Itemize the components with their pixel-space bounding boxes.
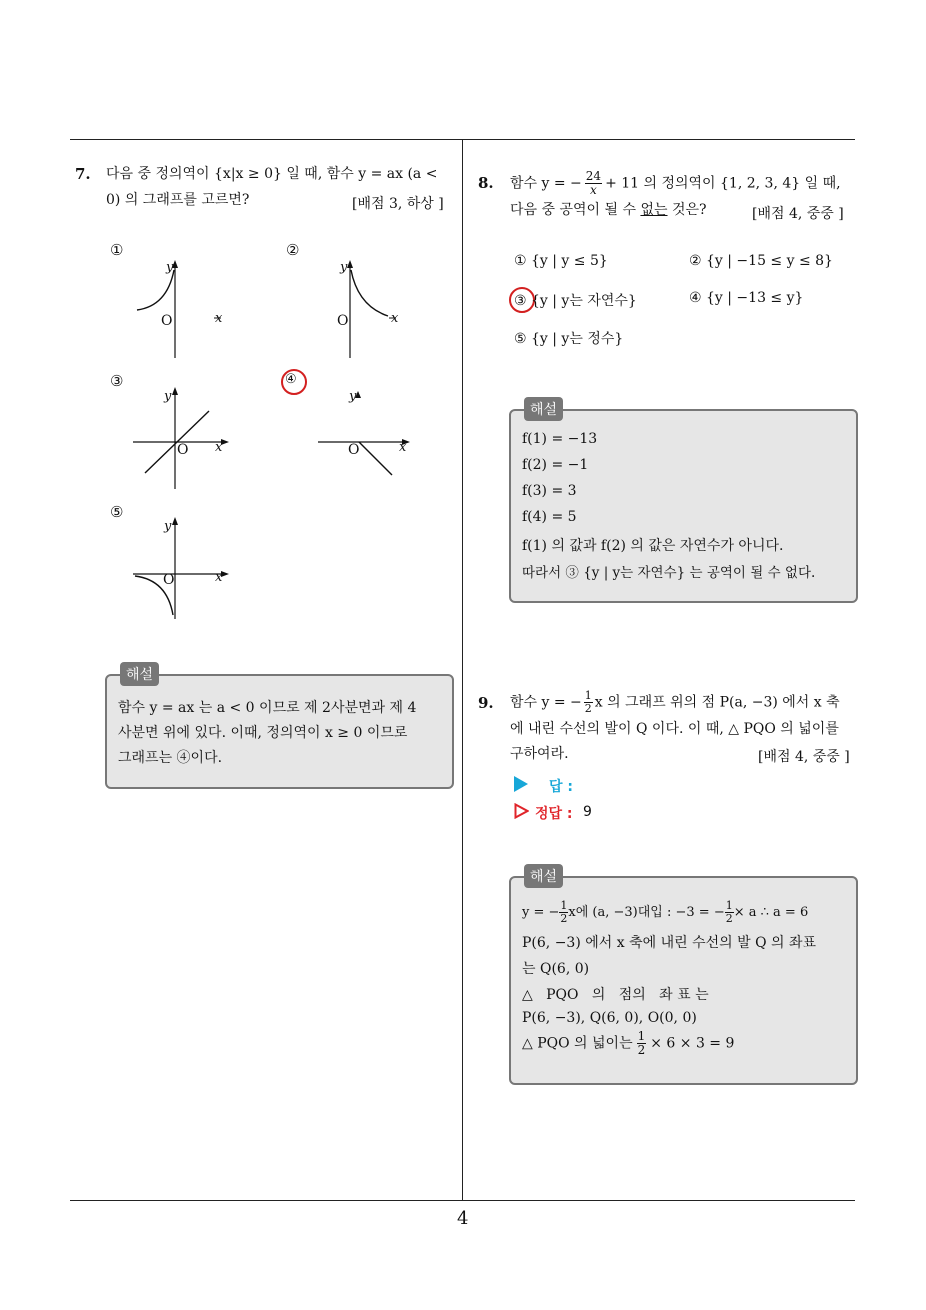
q7-graph-5-x-label: x: [215, 570, 223, 585]
q8-solution-line-5: f(1) 의 값과 f(2) 의 값은 자연수가 아니다.: [522, 538, 784, 554]
q8-solution-line-6: 따라서 ③ {y | y는 자연수} 는 공역이 될 수 없다.: [522, 565, 816, 581]
q7-option-1-label: ①: [110, 241, 124, 259]
q7-solution-tag: 해설: [120, 662, 159, 686]
q7-graph-3-x-label: x: [215, 440, 223, 455]
q9-answer-label: 답 :: [549, 779, 573, 795]
q9-sol1-fraction-a-den: 2: [560, 912, 568, 925]
q7-graph-1-y-label: y: [166, 260, 174, 275]
q8-line2-start: 다음 중 공역이 될 수: [510, 202, 641, 218]
q7-solution-line-3: 그래프는 ④이다.: [118, 750, 223, 766]
column-divider: [462, 139, 463, 1201]
q9-line1-start: 함수 y = −: [510, 694, 582, 711]
q8-line2-end: 것은?: [667, 202, 707, 218]
q7-solution-line-2: 사분면 위에 있다. 이때, 정의역이 x ≥ 0 이므로: [118, 725, 408, 741]
q9-sol6-end: × 6 × 3 = 9: [650, 1035, 735, 1052]
q9-fraction-den: 2: [584, 702, 592, 715]
q9-correct-label: 정답 :: [535, 806, 573, 822]
q7-graph-3-origin: O: [177, 442, 189, 458]
q7-graph-5-origin: O: [163, 572, 175, 588]
q7-line1: 다음 중 정의역이 {x|x ≥ 0} 일 때, 함수 y = ax (a <: [106, 166, 438, 182]
q8-line1-start: 함수 y = −: [510, 175, 582, 192]
page-number: 4: [457, 1208, 469, 1229]
q9-line1-end: x 의 그래프 위의 점 P(a, −3) 에서 x 축: [594, 694, 840, 711]
q7-option-2-label: ②: [286, 241, 300, 259]
q9-sol1-fraction-b-num: 1: [725, 899, 733, 912]
q7-graph-2-y-label: y: [340, 260, 348, 275]
q9-sol6-fraction-num: 1: [637, 1029, 646, 1043]
q8-fraction-num: 24: [585, 169, 602, 183]
q9-solution-tag: 해설: [524, 864, 563, 888]
q9-sol1-end: × a ∴ a = 6: [733, 905, 809, 920]
q9-sol1-middle: x에 (a, −3)대입 : −3 = −: [568, 905, 725, 920]
q7-graph-2-origin: O: [337, 313, 349, 329]
q7-meta: [배점 3, 하상 ]: [352, 196, 444, 212]
q9-solution-line-3: 는 Q(6, 0): [522, 961, 590, 977]
q8-option-4: ④ {y | −13 ≤ y}: [689, 290, 804, 306]
q9-meta: [배점 4, 중중 ]: [758, 749, 850, 765]
q9-sol6-start: △ PQO 의 넓이는: [522, 1035, 633, 1052]
q7-graph-5-y-label: y: [164, 519, 172, 534]
q7-graph-2-x-label: x: [391, 311, 399, 326]
q8-solution-line-4: f(4) = 5: [522, 509, 577, 525]
q9-sol1-start: y = −: [522, 905, 560, 920]
q9-sol6-fraction-den: 2: [637, 1043, 646, 1057]
q7-option-5-label: ⑤: [110, 503, 124, 521]
correct-answer-arrow-icon: [514, 803, 529, 819]
q9-solution-line-5: P(6, −3), Q(6, 0), O(0, 0): [522, 1010, 697, 1026]
q7-graph-4-x-label: x: [399, 440, 407, 455]
q9-sol1-fraction-b-den: 2: [725, 912, 733, 925]
q8-number: 8.: [478, 174, 494, 192]
q9-solution-line-1: [522, 900, 808, 925]
q8-option-2: ② {y | −15 ≤ y ≤ 8}: [689, 253, 833, 269]
q7-option-4-label: ④: [285, 372, 297, 387]
bottom-rule: [70, 1200, 855, 1201]
q8-option-5: ⑤ {y | y는 정수}: [514, 331, 624, 347]
q8-fraction: [585, 170, 602, 197]
q9-correct-value: 9: [583, 804, 592, 820]
q7-graph-1-x-label: x: [215, 311, 223, 326]
q7-number: 7.: [75, 165, 91, 183]
q8-fraction-den: x: [590, 183, 597, 197]
q7-line2: 0) 의 그래프를 고르면?: [106, 192, 250, 208]
q9-fraction: [584, 690, 593, 715]
q9-sol1-fraction-a-num: 1: [560, 899, 568, 912]
q8-option-3: ③ {y | y는 자연수}: [514, 293, 637, 309]
q9-sol6-fraction: [637, 1030, 647, 1057]
q7-graph-4-y-label: y: [349, 389, 357, 404]
q7-graph-3-y-label: y: [164, 389, 172, 404]
q9-line3: 구하여라.: [510, 746, 569, 762]
q9-line2: 에 내린 수선의 발이 Q 이다. 이 때, △ PQO 의 넓이를: [510, 721, 839, 737]
q9-solution-line-2: P(6, −3) 에서 x 축에 내린 수선의 발 Q 의 좌표: [522, 935, 817, 951]
q8-line1-end: + 11 의 정의역이 {1, 2, 3, 4} 일 때,: [605, 175, 841, 192]
q9-solution-line-4: △ PQO 의 점의 좌 표 는: [522, 987, 709, 1003]
q7-option-3-label: ③: [110, 372, 124, 390]
q8-option-1: ① {y | y ≤ 5}: [514, 253, 608, 269]
q7-graph-4-origin: O: [348, 442, 360, 458]
q9-line1: [510, 690, 840, 716]
q9-number: 9.: [478, 694, 494, 712]
answer-arrow-icon: [514, 776, 528, 792]
q8-line2: [510, 198, 707, 223]
q9-solution-line-6: [522, 1030, 734, 1057]
q8-solution-line-3: f(3) = 3: [522, 483, 577, 499]
q8-meta: [배점 4, 중중 ]: [752, 206, 844, 222]
q8-solution-line-1: f(1) = −13: [522, 431, 598, 447]
q8-line1: [510, 170, 841, 197]
q8-line2-underlined: 없는: [640, 202, 668, 218]
q9-fraction-num: 1: [584, 689, 592, 702]
q9-sol1-fraction-b: [725, 900, 734, 925]
q7-graph-1-origin: O: [161, 313, 173, 329]
q8-solution-tag: 해설: [524, 397, 563, 421]
q8-solution-line-2: f(2) = −1: [522, 457, 589, 473]
q7-solution-line-1: 함수 y = ax 는 a < 0 이므로 제 2사분면과 제 4: [118, 700, 417, 716]
